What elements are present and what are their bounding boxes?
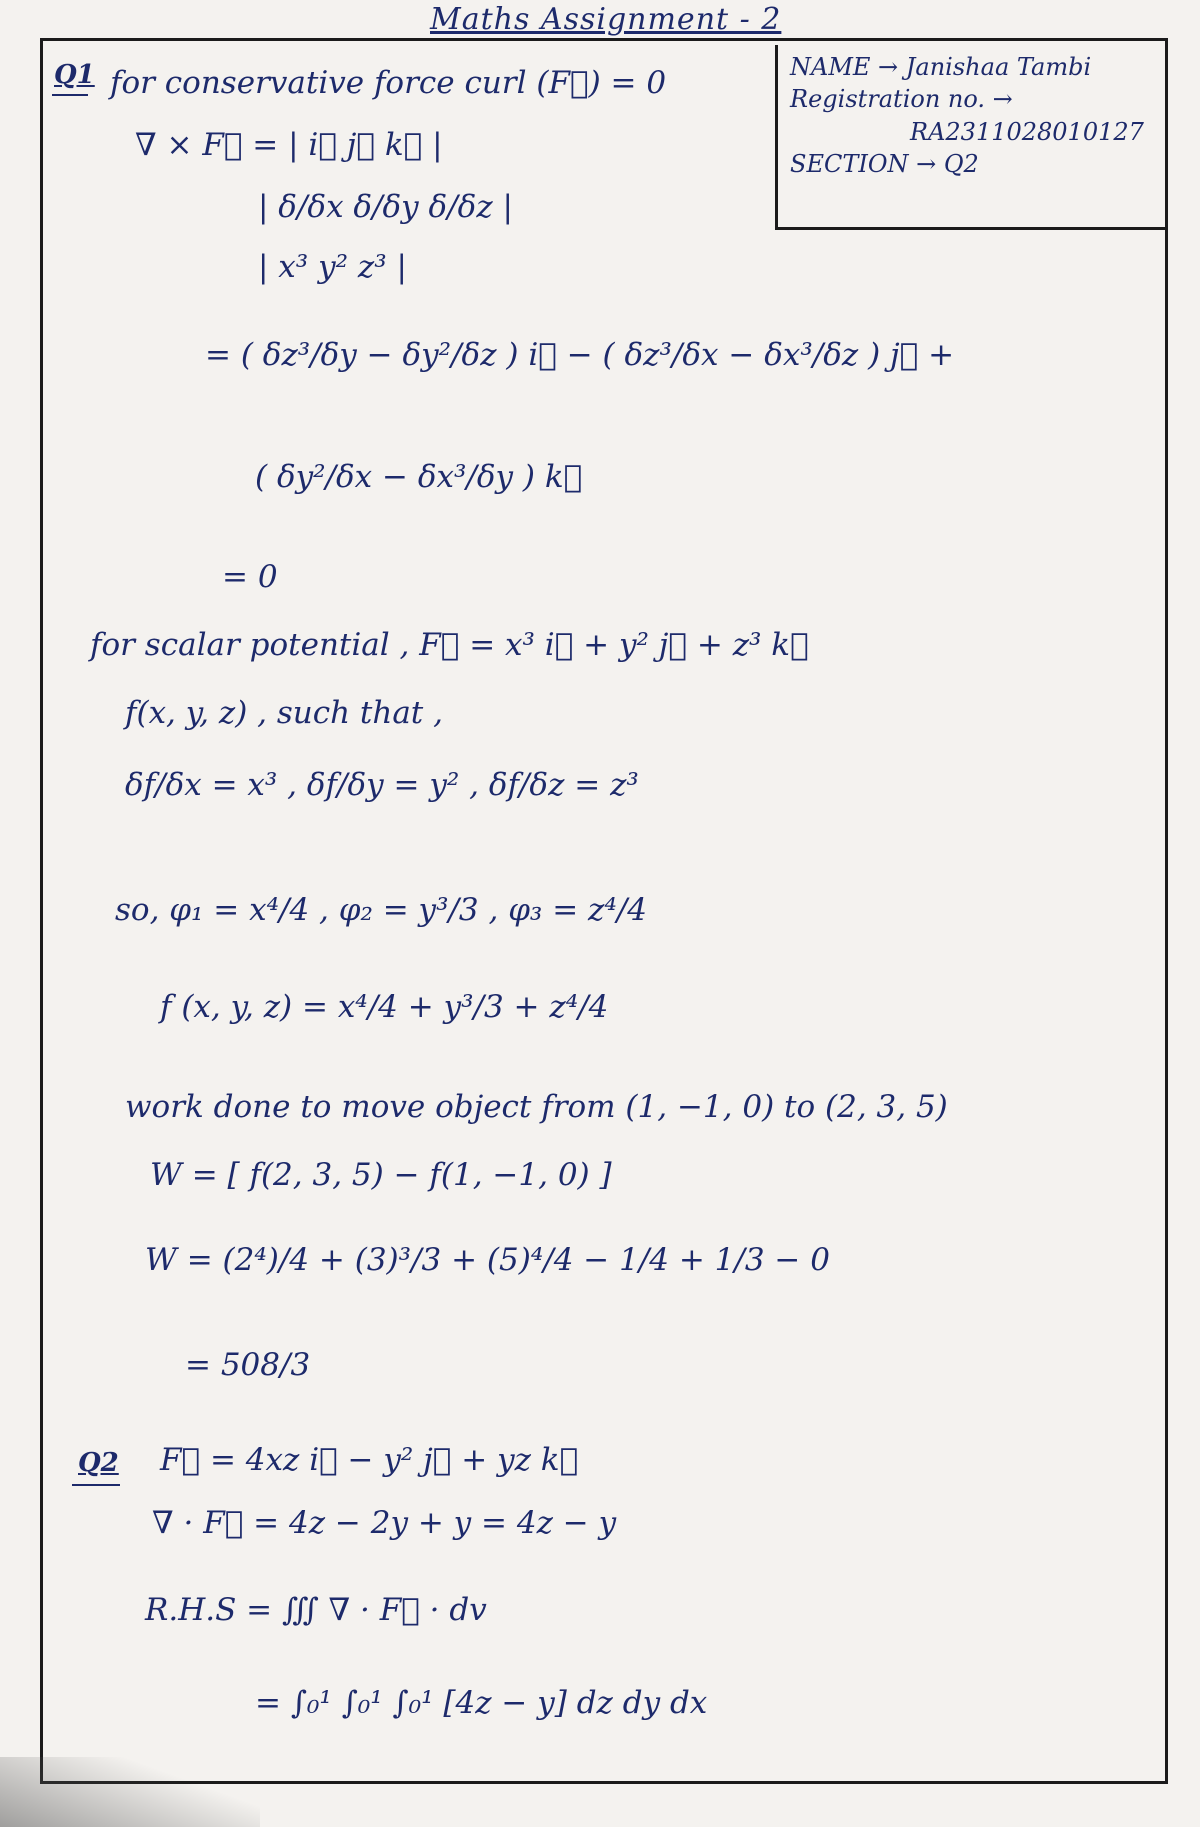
q2-line-3: R.H.S = ∭ ∇ · F⃗ · dv	[145, 1592, 487, 1628]
q2-line-2: ∇ · F⃗ = 4z − 2y + y = 4z − y	[152, 1505, 617, 1541]
q1-line-6: ( δy²/δx − δx³/δy ) k⃗	[255, 459, 583, 495]
student-name: NAME → Janishaa Tambi	[790, 53, 1092, 81]
question-1-underline	[52, 94, 88, 96]
q1-line-4: | x³ y² z³ |	[258, 249, 407, 285]
q2-line-4: = ∫₀¹ ∫₀¹ ∫₀¹ [4z − y] dz dy dx	[255, 1685, 708, 1721]
registration-number: RA2311028010127	[910, 117, 1144, 146]
q1-line-5: = ( δz³/δy − δy²/δz ) i⃗ − ( δz³/δx − δx³/δz ) j⃗ +	[205, 337, 955, 373]
registration-label: Registration no. →	[790, 85, 1013, 114]
page-title: Maths Assignment - 2	[430, 2, 782, 37]
q1-line-9: f(x, y, z) , such that ,	[125, 695, 443, 731]
q1-line-15: W = (2⁴)/4 + (3)³/3 + (5)⁴/4 − 1/4 + 1/3 − 0	[145, 1242, 830, 1278]
q1-line-3: | δ/δx δ/δy δ/δz |	[258, 189, 513, 225]
q1-line-11: so, φ₁ = x⁴/4 , φ₂ = y³/3 , φ₃ = z⁴/4	[115, 892, 647, 928]
q1-line-2: ∇ × F⃗ = | i⃗ j⃗ k⃗ |	[135, 127, 443, 163]
q1-line-14: W = [ f(2, 3, 5) − f(1, −1, 0) ]	[150, 1157, 612, 1193]
q1-line-16: = 508/3	[185, 1347, 311, 1383]
q1-line-7: = 0	[222, 559, 278, 595]
section-line: SECTION → Q2	[790, 150, 979, 179]
q1-line-12: f (x, y, z) = x⁴/4 + y³/3 + z⁴/4	[160, 989, 609, 1025]
q1-line-1: for conservative force curl (F⃗) = 0	[110, 65, 667, 101]
question-2-underline	[72, 1484, 120, 1486]
question-1-label: Q1	[54, 60, 95, 90]
question-2-label: Q2	[78, 1448, 119, 1478]
q1-line-8: for scalar potential , F⃗ = x³ i⃗ + y² j⃗ + z³ k⃗	[90, 627, 809, 663]
q1-line-10: δf/δx = x³ , δf/δy = y² , δf/δz = z³	[125, 767, 639, 803]
q1-line-13: work done to move object from (1, −1, 0) to (2, 3, 5)	[125, 1089, 948, 1125]
student-info-box	[775, 45, 1165, 230]
q2-line-1: F⃗ = 4xz i⃗ − y² j⃗ + yz k⃗	[160, 1442, 579, 1478]
photo-shadow	[0, 1757, 260, 1827]
